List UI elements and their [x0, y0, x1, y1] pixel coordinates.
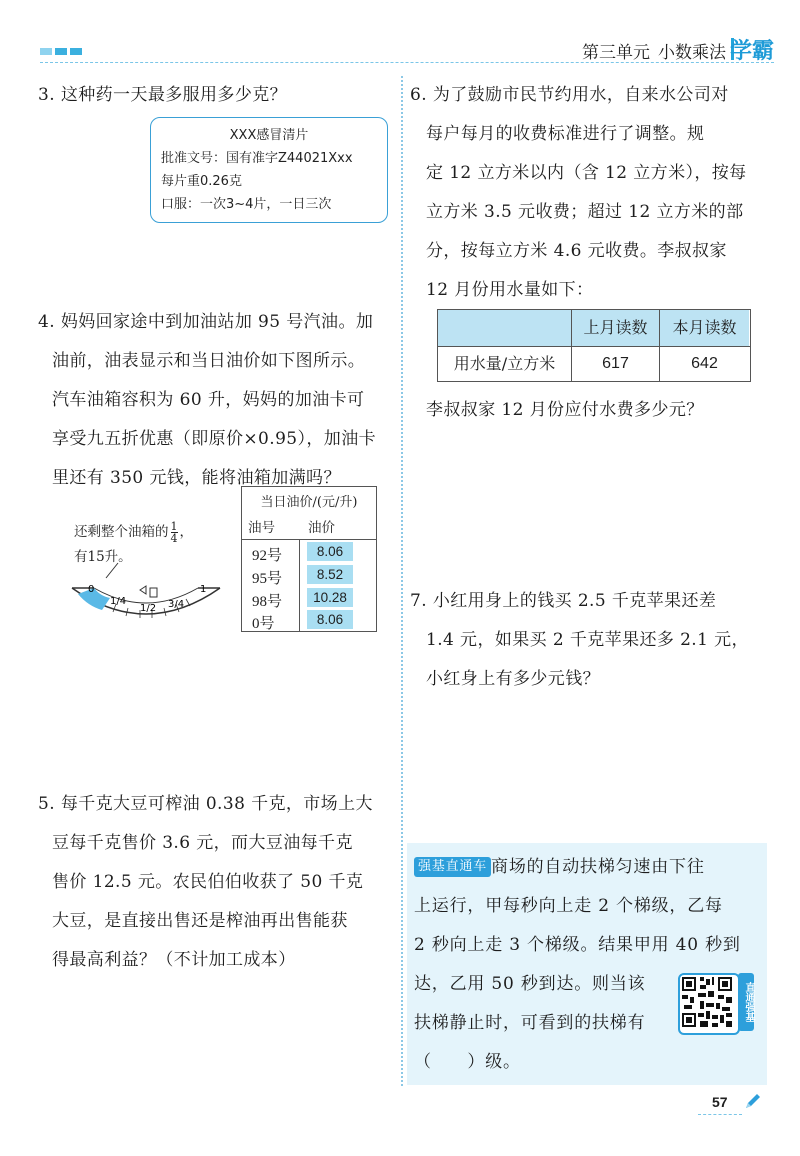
header-rule: [40, 62, 774, 63]
question-7: [410, 582, 749, 699]
question-5-line: 大豆，是直接出售还是榨油再出售能获: [52, 911, 348, 931]
water-value-last-month: 617: [602, 355, 629, 372]
hint-line: 2 秒向上走 3 个梯级。结果甲用 40 秒到: [414, 935, 741, 955]
water-table-corner: [438, 310, 571, 346]
header-decoration: [40, 48, 82, 55]
oil-row: [242, 564, 376, 587]
medicine-label-card: [150, 117, 388, 223]
medicine-approval: 批准文号：国有准字Z44021Xxx: [161, 151, 353, 166]
column-divider: [401, 76, 403, 1086]
question-7-line: 7. 小红用身上的钱买 2.5 千克苹果还差: [410, 591, 717, 611]
water-usage-table: [437, 309, 751, 382]
hint-line: 上运行，甲每秒向上走 2 个梯级，乙每: [414, 896, 723, 916]
page-number: 57: [712, 1094, 728, 1110]
header-logo: 学霸: [729, 39, 774, 64]
gauge-note-suffix: ，: [179, 524, 193, 540]
question-6-line: 立方米 3.5 元收费；超过 12 立方米的部: [426, 202, 744, 222]
gauge-label-full: 1: [200, 584, 207, 595]
hint-line: [414, 848, 764, 887]
question-7-line: 小红身上有多少元钱？: [426, 669, 600, 689]
oil-table-title: 当日油价/(元/升): [260, 495, 358, 510]
oil-row: [242, 609, 376, 632]
hint-text: [414, 848, 764, 1082]
oil-col-price: 油价: [308, 520, 335, 536]
medicine-weight: 每片重0.26克: [161, 174, 242, 189]
gauge-note-line2: 有15升。: [74, 549, 132, 565]
gauge-note-fraction: [171, 521, 178, 544]
question-6-line: 6. 为了鼓励市民节约用水，自来水公司对: [410, 85, 729, 105]
water-value-this-month: 642: [691, 355, 718, 372]
question-5-line: 得最高利益？（不计加工成本）: [52, 950, 296, 970]
oil-table-rule: [242, 539, 376, 540]
oil-grade: 95号: [252, 571, 283, 587]
footer-rule: [698, 1114, 742, 1115]
oil-grade: 92号: [252, 548, 283, 564]
qr-code-icon[interactable]: [678, 973, 740, 1035]
question-6-ask: 李叔叔家 12 月份应付水费多少元？: [426, 400, 704, 420]
oil-grade: 0号: [252, 616, 275, 632]
gauge-label-half: 1/2: [140, 603, 157, 614]
hint-tag: 强基直通车: [414, 857, 491, 877]
fuel-gauge: [66, 560, 226, 640]
qr-side-label: 直通强基: [738, 973, 754, 1031]
question-6-line: 每户每月的收费标准进行了调整。规: [426, 124, 705, 144]
pencil-icon: [744, 1092, 762, 1110]
question-6-line: 12 月份用水量如下：: [426, 280, 594, 300]
gauge-label-quarter: 1/4: [110, 596, 127, 607]
question-3: 3. 这种药一天最多服用多少克？: [38, 85, 288, 105]
oil-price: 8.06: [307, 542, 353, 561]
hint-line: 达，乙用 50 秒到达。则当该: [414, 974, 646, 994]
question-4-line: 油前，油表显示和当日油价如下图所示。: [52, 351, 366, 371]
question-6: [410, 76, 747, 310]
header-topic: 小数乘法: [658, 43, 726, 63]
header-unit: 第三单元: [582, 43, 650, 63]
question-4-line: 4. 妈妈回家途中到加油站加 95 号汽油。加: [38, 312, 374, 332]
hint-line-1: 商场的自动扶梯匀速由下往: [491, 857, 705, 877]
oil-row: [242, 541, 376, 564]
oil-price: 8.06: [307, 610, 353, 629]
hint-line: （ ）级。: [414, 1052, 521, 1072]
fraction-numerator: 1: [170, 520, 178, 533]
fuel-pump-icon: [140, 586, 157, 597]
water-col-this-month: 本月读数: [660, 310, 749, 346]
gauge-pointer-line: [106, 563, 118, 578]
medicine-dosage: 口服：一次3~4片，一日三次: [161, 197, 332, 212]
question-5-line: 豆每千克售价 3.6 元，而大豆油每千克: [52, 833, 353, 853]
question-4-line: 享受九五折优惠（即原价×0.95），加油卡: [52, 429, 376, 449]
oil-col-grade: 油号: [248, 520, 275, 536]
oil-grade: 98号: [252, 594, 283, 610]
gauge-label-zero: 0: [88, 584, 95, 595]
question-5-line: 售价 12.5 元。农民伯伯收获了 50 千克: [52, 872, 364, 892]
oil-price: 8.52: [307, 565, 353, 584]
water-row-label: 用水量/立方米: [453, 354, 556, 373]
gauge-label-three-quarter: 3/4: [168, 599, 185, 610]
question-5-line: 5. 每千克大豆可榨油 0.38 千克，市场上大: [38, 794, 373, 814]
water-col-last-month: 上月读数: [572, 310, 659, 346]
question-4: [38, 303, 376, 498]
oil-row: [242, 587, 376, 610]
oil-price: 10.28: [307, 588, 353, 607]
question-4-line: 汽车油箱容积为 60 升，妈妈的加油卡可: [52, 390, 365, 410]
gauge-note-prefix: 还剩整个油箱的: [74, 524, 169, 540]
question-7-line: 1.4 元，如果买 2 千克苹果还多 2.1 元，: [426, 630, 749, 650]
oil-price-table: [241, 486, 377, 632]
fraction-denominator: 4: [170, 532, 178, 545]
question-4-line: 里还有 350 元钱，能将油箱加满吗？: [52, 468, 341, 488]
medicine-title: XXX感冒清片: [229, 128, 309, 143]
question-6-line: 分，按每立方米 4.6 元收费。李叔叔家: [426, 241, 727, 261]
hint-line: 扶梯静止时，可看到的扶梯有: [414, 1013, 646, 1033]
question-5: [38, 785, 373, 980]
question-6-line: 定 12 立方米以内（含 12 立方米），按每: [426, 163, 747, 183]
